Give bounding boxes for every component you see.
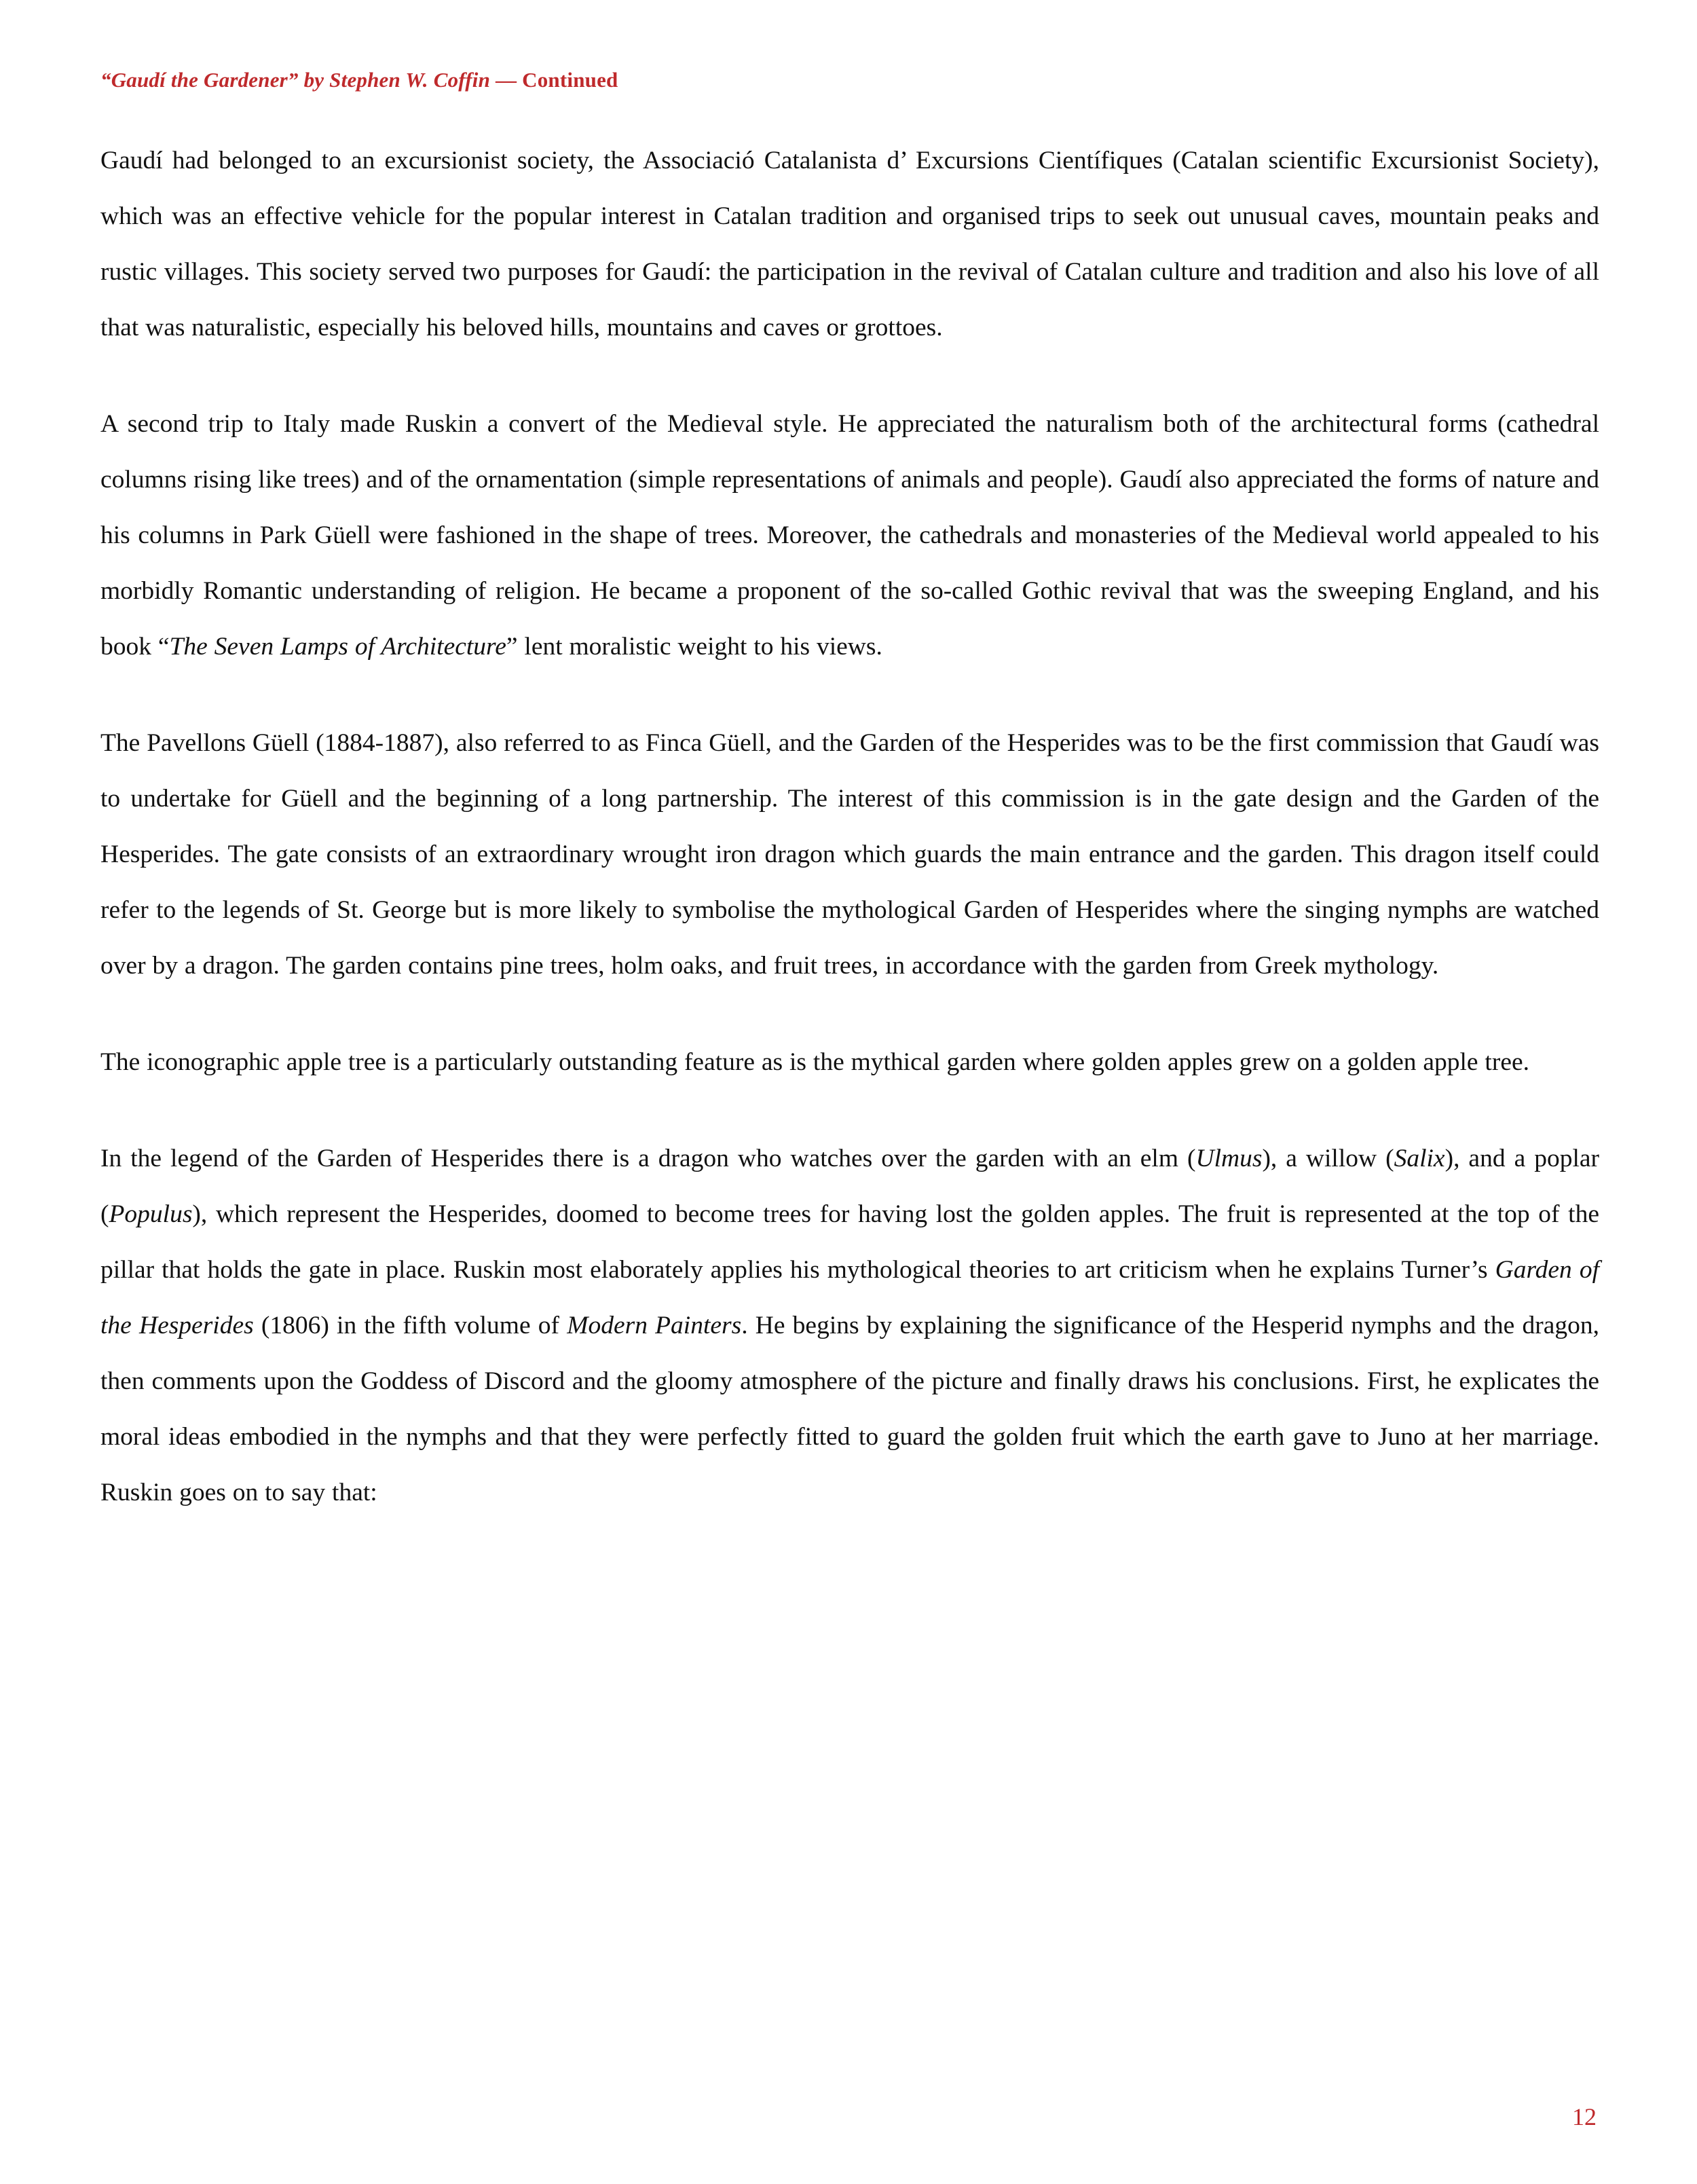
running-head [100,68,618,92]
document-body [100,133,1599,1521]
paragraph [100,716,1599,994]
text-run: Gaudí had belonged to an excursionist society, the Associació Catalanista d’ Excursions Científiques (Catalan scientific Excursionist Society), which was an effective vehicle for the popular interest in Catalan tradition and organised trips to seek out unusual caves, mountain peaks and rustic villages. This society served two purposes for Gaudí: the participation in the revival of Catalan culture and tradition and also his love of all that was naturalistic, especially his beloved hills, mountains and caves or grottoes. [100,147,1599,341]
text-run: The iconographic apple tree is a particularly outstanding feature as is the mythical garden where golden apples grew on a golden apple tree. [100,1048,1529,1076]
text-run: ), a willow ( [1262,1145,1394,1172]
text-run: ), and a poplar ( [100,1145,1600,1228]
running-head-title: “Gaudí the Gardener” by Stephen W. Coffin [100,68,491,92]
italic-run: Ulmus [1195,1145,1263,1172]
page-number: 12 [1572,2103,1597,2130]
paragraph [100,1035,1599,1090]
text-run: . He begins by explaining the significance of the Hesperid nymphs and the dragon, then comments upon the Goddess of Discord and the gloomy atmosphere of the picture and finally draws his conclusions. First, he explicates the moral ideas embodied in the nymphs and that they were perfectly fitted to guard the golden fruit which the earth gave to Juno at her marriage. Ruskin goes on to say that: [100,1312,1599,1506]
italic-run: Populus [109,1200,193,1228]
italic-run: Salix [1394,1145,1445,1172]
text-run: In the legend of the Garden of Hesperides there is a dragon who watches over the garden with an elm ( [100,1145,1196,1172]
text-run: A second trip to Italy made Ruskin a convert of the Medieval style. He appreciated the naturalism both of the architectural forms (cathedral columns rising like trees) and of the ornamentation (simple representations of animals and people). Gaudí also appreciated the forms of nature and his columns in Park Güell were fashioned in the shape of trees. Moreover, the cathedrals and monasteries of the Medieval world appealed to his morbidly Romantic understanding of religion. He became a proponent of the so-called Gothic revival that was the sweeping England, and his book “ [100,410,1599,661]
running-head-continued-label: Continued [522,68,618,92]
italic-run: The Seven Lamps of Architecture [169,633,506,661]
paragraph [100,1131,1599,1521]
italic-run: Modern Painters [567,1312,742,1339]
running-head-separator: — [490,68,523,92]
italic-run: Garden of the Hesperides [100,1256,1599,1339]
text-run: ” lent moralistic weight to his views. [506,633,882,661]
paragraph [100,396,1599,675]
text-run: ), which represent the Hesperides, doomed to become trees for having lost the golden apples. The fruit is represented at the top of the pillar that holds the gate in place. Ruskin most elaborately applies his mythological theories to art criticism when he explains Turner’s [100,1200,1599,1284]
text-run: The Pavellons Güell (1884-1887), also referred to as Finca Güell, and the Garden of the Hesperides was to be the first commission that Gaudí was to undertake for Güell and the beginning of a long partnership. The interest of this commission is in the gate design and the Garden of the Hesperides. The gate consists of an extraordinary wrought iron dragon which guards the main entrance and the garden. This dragon itself could refer to the legends of St. George but is more likely to symbolise the mythological Garden of Hesperides where the singing nymphs are watched over by a dragon. The garden contains pine trees, holm oaks, and fruit trees, in accordance with the garden from Greek mythology. [100,729,1599,980]
text-run: (1806) in the fifth volume of [253,1312,567,1339]
paragraph [100,133,1599,356]
